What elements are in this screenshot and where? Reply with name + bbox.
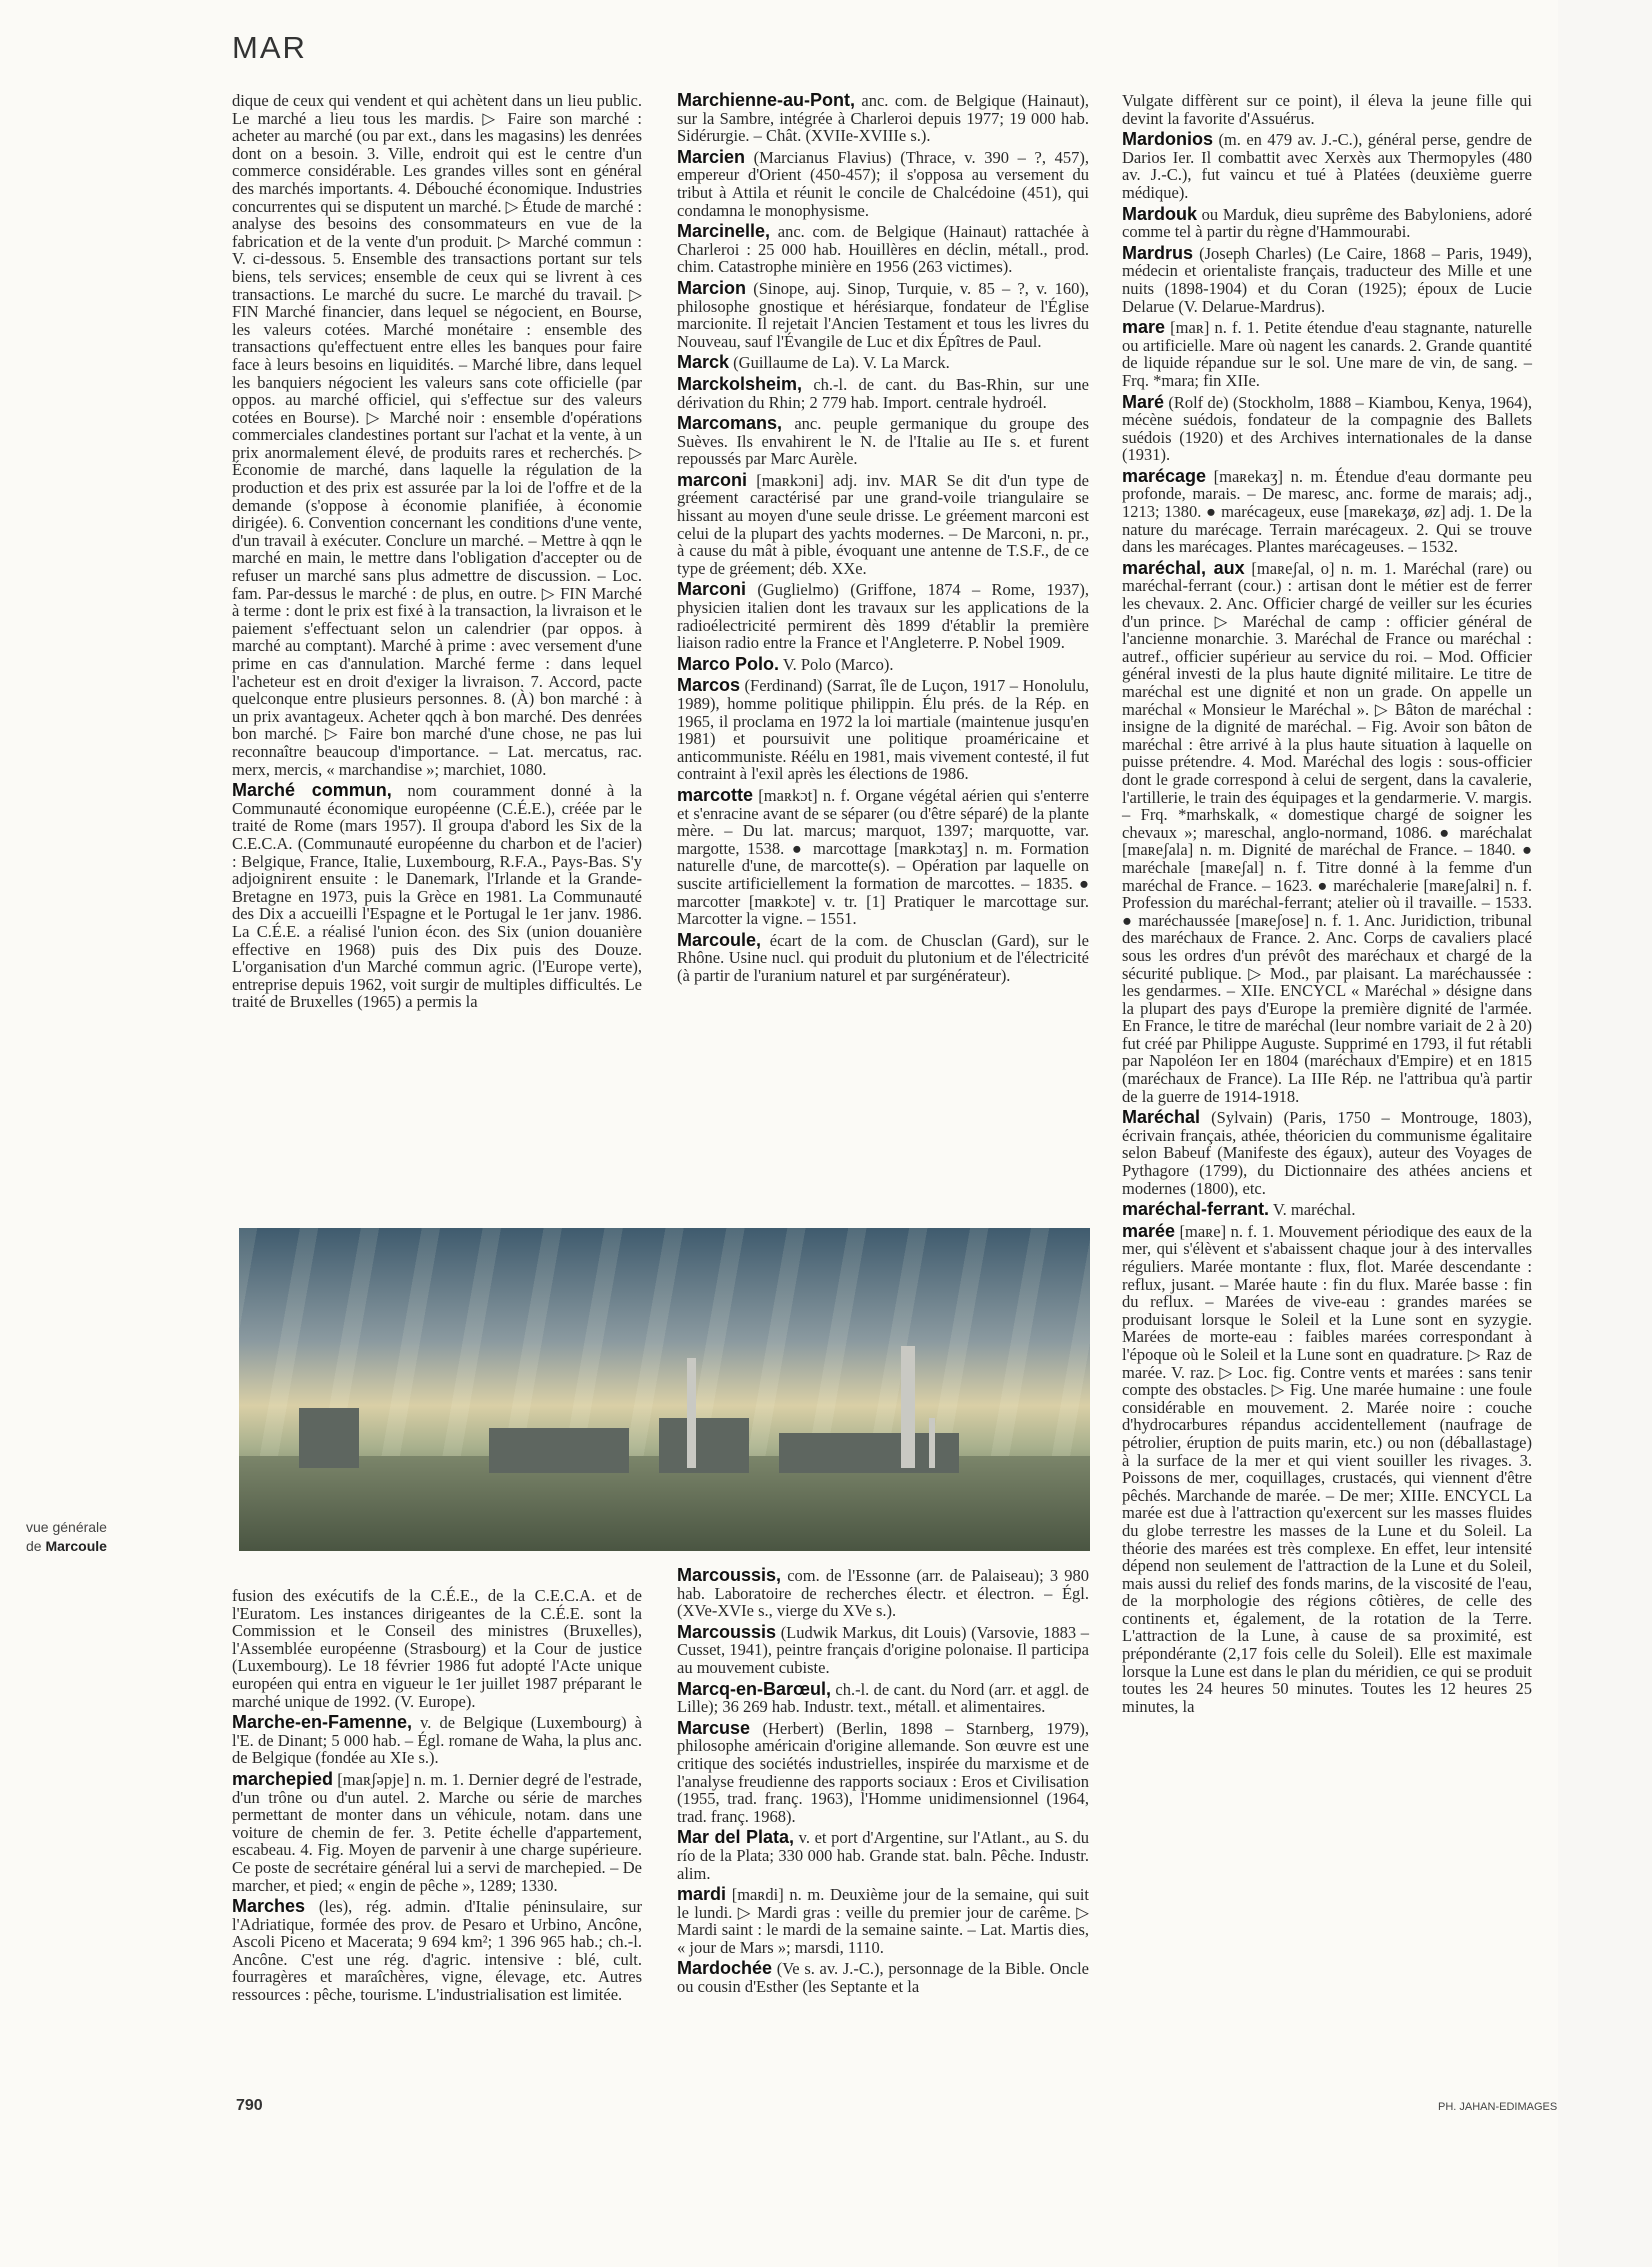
entry-body: [maʀeʃal, o] n. m. 1. Maréchal (rare) ou maréchal-ferrant (cour.) : artisan dont le métier est de ferrer les chevaux. 2. Anc. Officier chargé de veiller sur les écuries d'un prince. ▷ Maréchal de camp : officier général de l'ancienne monarchie. 3. Maréchal de France ou maréchal : autref., officier supérieur au service du roi. – Mod. Officier général investi de la plus haute dignité militaire. Le titre de maréchal est une dignité et non un grade. On appelle un maréchal « Monsieur le Maréchal ». ▷ Bâton de maréchal : insigne de la dignité de maréchal. – Fig. Avoir son bâton de maréchal : être arrivé à la plus haute situation à laquelle on puisse prétendre. 4. Mod. Maréchal des logis : sous-officier dont le grade correspond à celui de sergent, dans la cavalerie, l'artillerie, le train des équipages et la gendarmerie. V. margis. – Frq. *marhskalk, « domestique chargé de soigner les chevaux »; mareschal, anglo-normand, 1086. ● maréchalat [maʀeʃala] n. m. Dignité de maréchal de France. – 1840. ● maréchale [maʀeʃal] n. f. Titre donné à la femme d'un maréchal de France. – 1623. ● maréchalerie [maʀeʃalʀi] n. f. Profession du maréchal-ferrant; atelier où il travaille. – 1533. ● maréchaussée [maʀeʃose] n. f. 1. Anc. Juridiction, tribunal des maréchaux de France. 2. Anc. Corps de cavaliers placé sous les ordres d'un prévôt des maréchaux et chargé de la sécurité publique. ▷ Mod., par plaisant. La maréchaussée : les gendarmes. – XIIe. ENCYCL « Maréchal » désigne dans la plupart des pays d'Europe la première dignité de l'armée. En France, le titre de maréchal (leur nombre variait de 2 à 20) fut créé par Philippe Auguste. Supprimé en 1793, il fut rétabli par Napoléon Ier en 1804 (maréchaux d'Empire) et en 1815 (maréchaux de France). La IIIe Rép. ne l'attribua qu'à partir de la guerre de 1914-1918. <box>1122 558 1532 1106</box>
chimney <box>687 1358 696 1468</box>
entry-body: (Rolf de) (Stockholm, 1888 – Kiambou, Kenya, 1964), mécène suédois, fondateur de la compagnie des Ballets suédois (1920) et des Archives internationales de la danse (1931). <box>1122 392 1532 465</box>
entry-body: (Herbert) (Berlin, 1898 – Starnberg, 1979), philosophe américain d'origine allemande. Son œuvre est une critique des sociétés industrielles, inspirée du marxisme et de l'analyse freudienne des rapports sociaux : Eros et Civilisation (1955, trad. franç. 1963), l'Homme unidimensionnel (1964, trad. franç. 1968). <box>677 1718 1089 1826</box>
entry-text: dique de ceux qui vendent et qui achètent dans un lieu public. Le marché a lieu tous les mardis. ▷ Faire son marché : acheter au marché (ou par ext., dans les magasins) les denrées dont on a besoin. 3. Ville, endroit qui est le centre d'un commerce considérable. Les grandes villes sont en général des marchés importants. 4. Débouché économique. Industries concurrentes qui se disputent un marché. ▷ Étude de marché : analyse des besoins des consommateurs en vue de la fabrication et de la vente d'un produit. ▷ Marché commun : V. ci-dessous. 5. Ensemble des transactions portant sur tels biens, tels services; ensemble de ceux qui se livrent à ces transactions. Le marché du sucre. Le marché du travail. ▷ FIN Marché financier, dans lequel se négocient, en Bourse, les valeurs cotées. Marché monétaire : ensemble des transactions qu'effectuent entre elles les banques pour faire face à leurs besoins en liquidités. – Marché libre, dans lequel les banquiers négocient les valeurs sans cote officielle (par oppos. au marché officiel, qui s'effectue sur des valeurs cotées en Bourse). ▷ Marché noir : ensemble d'opérations commerciales clandestines portant sur l'achat et la vente, à un prix anormalement élevé, de produits rares et recherchés. ▷ Économie de marché, dans laquelle la régulation de la production et des prix est assurée par la loi de l'offre et de la demande (s'oppose à économie planifiée, à économie dirigée). 6. Convention concernant les conditions d'une vente, d'un travail à exécuter. Conclure un marché. – Mettre à qqn le marché en main, le mettre dans l'obligation d'accepter ou de refuser un marché sans plus admettre de discussion. – Loc. fam. Par-dessus le marché : de plus, en outre. ▷ FIN Marché à terme : dont le prix est fixé à la transaction, la livraison et le paiement s'effectuant selon un calendrier (par oppos. à marché au comptant). Marché à prime : avec versement d'une prime en cas d'annulation. Marché ferme : dans lequel l'acheteur est en droit d'exiger la livraison. 7. Accord, pacte quelconque entre plusieurs personnes. 8. (À) bon marché : à un prix avantageux. Acheter qqch à bon marché. Des denrées bon marché. ▷ Faire bon marché d'une chose, ne pas lui reconnaître beaucoup d'importance. – Lat. mercatus, rac. merx, mercis, « marchandise »; marchiet, 1080. <box>232 91 642 779</box>
dictionary-entry <box>1122 1109 1532 1197</box>
column-1-top <box>232 92 642 1015</box>
dictionary-entry <box>1122 557 1532 1106</box>
dictionary-entry <box>1122 131 1532 201</box>
entry-body: v. et port d'Argentine, sur l'Atlant., au S. du río de la Plata; 330 000 hab. Grande stat. baln. Pêche. Industr. alim. <box>677 1828 1089 1883</box>
entry-body: V. Polo (Marco). <box>779 654 894 674</box>
entry-body: ch.-l. de cant. du Nord (arr. et aggl. de Lille); 36 269 hab. Industr. text., métall. et alimentaires. <box>677 1679 1089 1717</box>
dictionary-entry <box>677 784 1089 929</box>
chimney <box>929 1418 935 1468</box>
dictionary-entry <box>232 782 642 1011</box>
dictionary-entry <box>677 277 1089 351</box>
entry-headword: Marckolsheim, <box>677 373 803 394</box>
entry-text: Vulgate diffèrent sur ce point), il éleva la jeune fille qui devint la favorite d'Assuérus. <box>1122 91 1532 128</box>
dictionary-entry <box>1122 242 1532 316</box>
entry-headword: Mardouk <box>1122 203 1198 224</box>
entry-headword: maréchal, aux <box>1122 557 1245 578</box>
entry-headword: Marck <box>677 352 730 373</box>
entry-body: (les), rég. admin. d'Italie péninsulaire, sur l'Adriatique, formée des prov. de Pesaro et Urbino, Ancône, Ascoli Piceno et Macerata; 9 694 km²; 1 396 965 hab.; ch.-l. Ancône. C'est une rég. d'agric. intensive : blé, cult. fourragères et maraîchères, vigne, élevage, etc. Autres ressources : pêche, tourisme. L'industrialisation est limitée. <box>232 1897 642 2005</box>
entry-body: [maʀkɔt] n. f. Organe végétal aérien qui s'enterre et s'enracine avant de se séparer (ou d'être séparé) de la plante mère. – Du lat. marcus; marquot, 1397; marquotte, var. margotte, 1538. ● marcottage [maʀkɔtaʒ] n. m. Formation naturelle d'une, de marcotte(s). – Opération par laquelle on suscite artificiellement la formation de marcottes. – 1835. ● marcotter [maʀkɔte] v. tr. [1] Pratiquer le marcottage sur. Marcotter la vigne. – 1551. <box>677 785 1089 929</box>
entry-headword: marcotte <box>677 784 754 805</box>
entry-body: [maʀekaʒ] n. m. Étendue d'eau dormante peu profonde, marais. – De maresc, anc. forme de marais; adj., 1213; 1380. ● marécageux, euse [maʀekaʒø, øz] adj. 1. De la nature du marécage. Terrain marécageux. 2. Qui se trouve dans les marécages. Plantes marécageuses. – 1532. <box>1122 466 1532 557</box>
entry-body: anc. peuple germanique du groupe des Suèves. Ils envahirent le N. de l'Italie au IIe s. et furent repoussés par Marc Aurèle. <box>677 414 1089 469</box>
dictionary-entry <box>677 677 1089 783</box>
dictionary-entry <box>1122 319 1532 389</box>
entry-body: (Guillaume de La). V. La Marck. <box>729 353 950 373</box>
entry-body: (Sylvain) (Paris, 1750 – Montrouge, 1803), écrivain français, athée, théoricien du communisme égalitaire selon Babeuf (Manifeste des égaux), auteur des Voyages de Pythagore (1799), du Dictionnaire des athées anciens et modernes (1800), etc. <box>1122 1108 1532 1198</box>
dictionary-entry <box>232 1714 642 1767</box>
entry-headword: mardi <box>677 1884 727 1905</box>
running-head: MAR <box>232 30 307 65</box>
entry-headword: Marché commun, <box>232 780 392 801</box>
column-2-bottom <box>677 1567 1089 2000</box>
entry-headword: marchepied <box>232 1768 334 1789</box>
entry-headword: Maréchal <box>1122 1107 1201 1128</box>
dictionary-entry <box>677 653 1089 674</box>
entry-headword: marconi <box>677 469 748 490</box>
dictionary-entry <box>677 415 1089 468</box>
entry-headword: Mardochée <box>677 1958 773 1979</box>
entry-headword: mare <box>1122 317 1166 338</box>
entry-headword: Mardonios <box>1122 129 1214 150</box>
entry-body: (Joseph Charles) (Le Caire, 1868 – Paris, 1949), médecin et orientaliste français, traducteur des Mille et une nuits (1898-1904) et du Coran (1925); époux de Lucie Delarue (V. Delarue-Mardrus). <box>1122 243 1532 316</box>
dictionary-entry <box>677 1567 1089 1620</box>
caption-line-2: de <box>26 1538 42 1554</box>
dictionary-entry <box>1122 203 1532 242</box>
entry-headword: Marcien <box>677 146 746 167</box>
entry-body: nom couramment donné à la Communauté économique européenne (C.É.E.), créée par le traité de Rome (mars 1957). Il groupa d'abord les Six de la C.E.C.A. (Communauté européenne du charbon et de l'acier) : Belgique, France, Italie, Luxembourg, R.F.A., Pays-Bas. S'y adjoignirent ensuite : le Danemark, l'Irlande et la Grande-Bretagne en 1973, puis la Grèce en 1981. La Communauté des Dix a accueilli l'Espagne et le Portugal le 1er janv. 1986. La C.É.E. a réalisé l'union écon. des Six (union douanière effective en 1968) puis des Dix puis des Douze. L'organisation d'un Marché commun agric. (l'Europe verte), entreprise depuis 1962, voit surgir de multiples difficultés. Le traité de Bruxelles (1965) a permis la <box>232 781 642 1012</box>
photo-caption <box>26 1518 146 1556</box>
entry-headword: Marconi <box>677 579 747 600</box>
entry-body: (m. en 479 av. J.-C.), général perse, gendre de Darios Ier. Il combattit avec Xerxès aux Thermopyles (480 av. J.-C.), fut vaincu et tué à Platées (deuxième guerre médique). <box>1122 130 1532 202</box>
dictionary-entry <box>1122 1201 1532 1219</box>
entry-headword: Marcinelle, <box>677 221 771 242</box>
entry-body: (Marcianus Flavius) (Thrace, v. 390 – ?, 457), empereur d'Orient (450-457); il s'opposa au versement du tribut à Attila et réunit le concile de Chalcédoine (451), qui condamna le monophysisme. <box>677 147 1089 220</box>
dictionary-entry <box>677 1717 1089 1826</box>
dictionary-entry <box>232 1768 642 1895</box>
entry-body: ch.-l. de cant. du Bas-Rhin, sur une dérivation du Rhin; 2 779 hab. Import. centrale hydroél. <box>677 374 1089 412</box>
entry-body: [maʀdi] n. m. Deuxième jour de la semaine, qui suit le lundi. ▷ Mardi gras : veille du premier jour de carême. ▷ Mardi saint : le mardi de la semaine sainte. – Lat. Martis dies, « jour de Mars »; marsdi, 1110. <box>677 1885 1089 1957</box>
entry-body: [maʀkɔni] adj. inv. MAR Se dit d'un type de gréement caractérisé par une grand-voile triangulaire se hissant au moyen d'une seule drisse. Le gréement marconi est celui de la plupart des yachts modernes. – De Marconi, n. pr., à cause du mât à pible, évoquant une antenne de T.S.F., de ce type de gréement; déb. XXe. <box>677 470 1089 578</box>
caption-line-1: vue générale <box>26 1519 107 1535</box>
entry-text: fusion des exécutifs de la C.É.E., de la C.E.C.A. et de l'Euratom. Les instances dirigeantes de la C.É.E. sont la Commission et le Conseil des ministres (Bruxelles), l'Assemblée européenne (Strasbourg) et la Cour de justice (Luxembourg). Le 18 février 1986 fut adopté l'Acte unique européen qui entra en vigueur le 1er juillet 1987 préparant le marché unique de 1992. (V. Europe). <box>232 1586 642 1711</box>
entry-headword: Mar del Plata, <box>677 1827 795 1848</box>
dictionary-entry <box>1122 1220 1532 1716</box>
entry-headword: Marcomans, <box>677 413 783 434</box>
caption-place: Marcoule <box>45 1538 107 1554</box>
entry-body: com. de l'Essonne (arr. de Palaiseau); 3 980 hab. Laboratoire de recherches électr. et électron. – Égl. (XVe-XVIe s., vierge du XVe s.). <box>677 1566 1089 1621</box>
entry-body: écart de la com. de Chusclan (Gard), sur le Rhône. Usine nucl. qui produit du plutonium et de l'électricité (à partir de l'uranium naturel et par surgénérateur). <box>677 930 1089 985</box>
entry-headword: Marchienne-au-Pont, <box>677 90 856 110</box>
entry-body: v. de Belgique (Luxembourg) à l'E. de Dinant; 5 000 hab. – Égl. romane de Waha, la plus anc. de Belgique (fondée au XIe s.). <box>232 1713 642 1768</box>
dictionary-entry <box>677 146 1089 220</box>
entry-headword: Marcion <box>677 277 747 298</box>
dictionary-entry <box>677 1886 1089 1956</box>
dictionary-entry <box>677 1829 1089 1882</box>
dictionary-entry <box>677 223 1089 276</box>
entry-body: (Sinope, auj. Sinop, Turquie, v. 85 – ?, v. 160), philosophe gnostique et hérésiarque, fondateur de l'Église marcionite. Il rejetait l'Ancien Testament et tous les livres du Nouveau, sauf l'Évangile de Luc et dix Épîtres de Paul. <box>677 278 1089 351</box>
entry-headword: Marcoussis, <box>677 1565 782 1585</box>
dictionary-entry <box>232 1898 642 2004</box>
entry-body: [maʀʃəpje] n. m. 1. Dernier degré de l'estrade, d'un trône ou d'un autel. 2. Marche ou série de marches permettant de monter dans un véhicule, notam. dans une voiture de chemin de fer. 3. Petite échelle d'appartement, escabeau. 4. Fig. Moyen de parvenir à une charge supérieure. Ce poste de secrétaire général lui a servi de marchepied. – De marcher, et pied; « engin de pêche », 1289; 1330. <box>232 1769 642 1895</box>
marcoule-photo <box>239 1228 1090 1551</box>
column-2-top <box>677 92 1089 989</box>
dictionary-entry <box>677 1678 1089 1717</box>
dictionary-entry <box>677 581 1089 651</box>
industrial-building <box>659 1418 749 1473</box>
column-1-bottom <box>232 1587 642 2008</box>
chimney <box>901 1346 915 1468</box>
dictionary-entry <box>677 469 1089 578</box>
entry-headword: Marches <box>232 1896 306 1917</box>
entry-headword: Marcuse <box>677 1717 751 1738</box>
entry-headword: Marcoule, <box>677 929 762 950</box>
entry-headword: Marche-en-Famenne, <box>232 1712 413 1733</box>
entry-headword: Marcq-en-Barœul, <box>677 1678 832 1699</box>
entry-body: [maʀ] n. f. 1. Petite étendue d'eau stagnante, naturelle ou artificielle. Mare où nagent les canards. 2. Grande quantité de liquide répandue sur le sol. Une mare de vin, de sang. – Frq. *mara; fin XIIe. <box>1122 318 1532 390</box>
reactor-building <box>299 1408 359 1468</box>
entry-body: ou Marduk, dieu suprême des Babyloniens, adoré comme tel à partir du règne d'Hammourabi. <box>1122 204 1532 242</box>
entry-body: (Ludwik Markus, dit Louis) (Varsovie, 1883 – Cusset, 1941), peintre français d'origine polonaise. Il participa au mouvement cubiste. <box>677 1622 1089 1677</box>
entry-body: [maʀe] n. f. 1. Mouvement périodique des eaux de la mer, qui s'élèvent et s'abaissent chaque jour à des intervalles réguliers. Marée montante : flux, flot. Marée descendante : reflux, jusant. – Marée haute : fin du flux. Marée basse : fin du reflux. – Marées de vive-eau : grandes marées se produisant lorsque le Soleil et la Lune sont en syzygie. Marées de morte-eau : faibles marées correspondant à l'époque où le Soleil et la Lune sont en quadrature. ▷ Raz de marée. V. raz. ▷ Loc. fig. Contre vents et marées : sans tenir compte des obstacles. ▷ Fig. Une marée humaine : une foule considérable en mouvement. 2. Marée noire : couche d'hydrocarbures répandus accidentellement (naufrage de pétrolier, éruption de puits marin, etc.) ou non (déballastage) à la surface de la mer et qui vient souiller les rivages. 3. Poissons de mer, coquillages, crustacés, qui viennent d'être pêchés. Marchande de marée. – De mer; XIIIe. ENCYCL La marée est due à l'attraction qu'exercent sur les masses fluides du globe terrestre les masses de la Lune et du Soleil. La théorie des marées est très complexe. En effet, leur intensité dépend non seulement de l'attraction de la Lune et du Soleil, mais aussi du relief des fonds marins, de la viscosité de l'eau, de la morphologie des régions côtières, de celle des continents et, également, de la rotation de la Terre. L'attraction de la Lune, à cause de sa proximité, est prépondérante (2,17 fois celle du Soleil). Elle est maximale lorsque la Lune est dans le plan du méridien, ce qui se produit toutes les 24 heures 50 minutes. Toutes les 12 heures 25 minutes, la <box>1122 1221 1532 1716</box>
dictionary-entry <box>677 1960 1089 1995</box>
entry-body: anc. com. de Belgique (Hainaut) rattachée à Charleroi : 25 000 hab. Houillères en déclin, métall., prod. chim. Catastrophe minière en 1956 (263 victimes). <box>677 222 1089 277</box>
entry-headword: Maré <box>1122 391 1165 412</box>
entry-headword: marée <box>1122 1220 1176 1241</box>
entry-headword: Mardrus <box>1122 242 1194 263</box>
dictionary-entry <box>677 1621 1089 1677</box>
dictionary-entry <box>677 373 1089 412</box>
dictionary-entry <box>677 354 1089 372</box>
entry-body: anc. com. de Belgique (Hainaut), sur la Sambre, intégrée à Charleroi depuis 1977; 19 000 hab. Sidérurgie. – Chât. (XVIIe-XVIIIe s.). <box>677 91 1089 146</box>
dictionary-entry <box>1122 391 1532 465</box>
entry-headword: marécage <box>1122 465 1207 486</box>
entry-headword: Marco Polo. <box>677 653 780 674</box>
column-3 <box>1122 92 1532 1719</box>
industrial-building <box>489 1428 629 1473</box>
entry-body: V. maréchal. <box>1269 1200 1356 1220</box>
entry-headword: Marcoussis <box>677 1621 777 1642</box>
dictionary-entry <box>677 92 1089 145</box>
dictionary-entry <box>1122 465 1532 557</box>
entry-headword: maréchal-ferrant. <box>1122 1199 1270 1220</box>
entry-body: (Ve s. av. J.-C.), personnage de la Bible. Oncle ou cousin d'Esther (les Septante et la <box>677 1959 1089 1997</box>
entry-body: (Ferdinand) (Sarrat, île de Luçon, 1917 – Honolulu, 1989), homme politique philippin. Élu prés. de la Rép. en 1965, il proclama en 1972 la loi martiale (maintenue jusqu'en 1981) et poursuivit une politique proaméricaine et anticommuniste. Réélu en 1981, mais vivement contesté, il fut contraint à l'exil après les élections de 1986. <box>677 676 1089 784</box>
dictionary-entry <box>677 929 1089 985</box>
entry-body: (Guglielmo) (Griffone, 1874 – Rome, 1937), physicien italien dont les travaux sur les applications de la radioélectricité permirent dès 1899 d'établir la première liaison radio entre la France et l'Angleterre. P. Nobel 1909. <box>677 580 1089 653</box>
photo-credit: PH. JAHAN-EDIMAGES <box>1438 2101 1558 2113</box>
entry-headword: Marcos <box>677 675 741 696</box>
page-number: 790 <box>236 2097 263 2114</box>
